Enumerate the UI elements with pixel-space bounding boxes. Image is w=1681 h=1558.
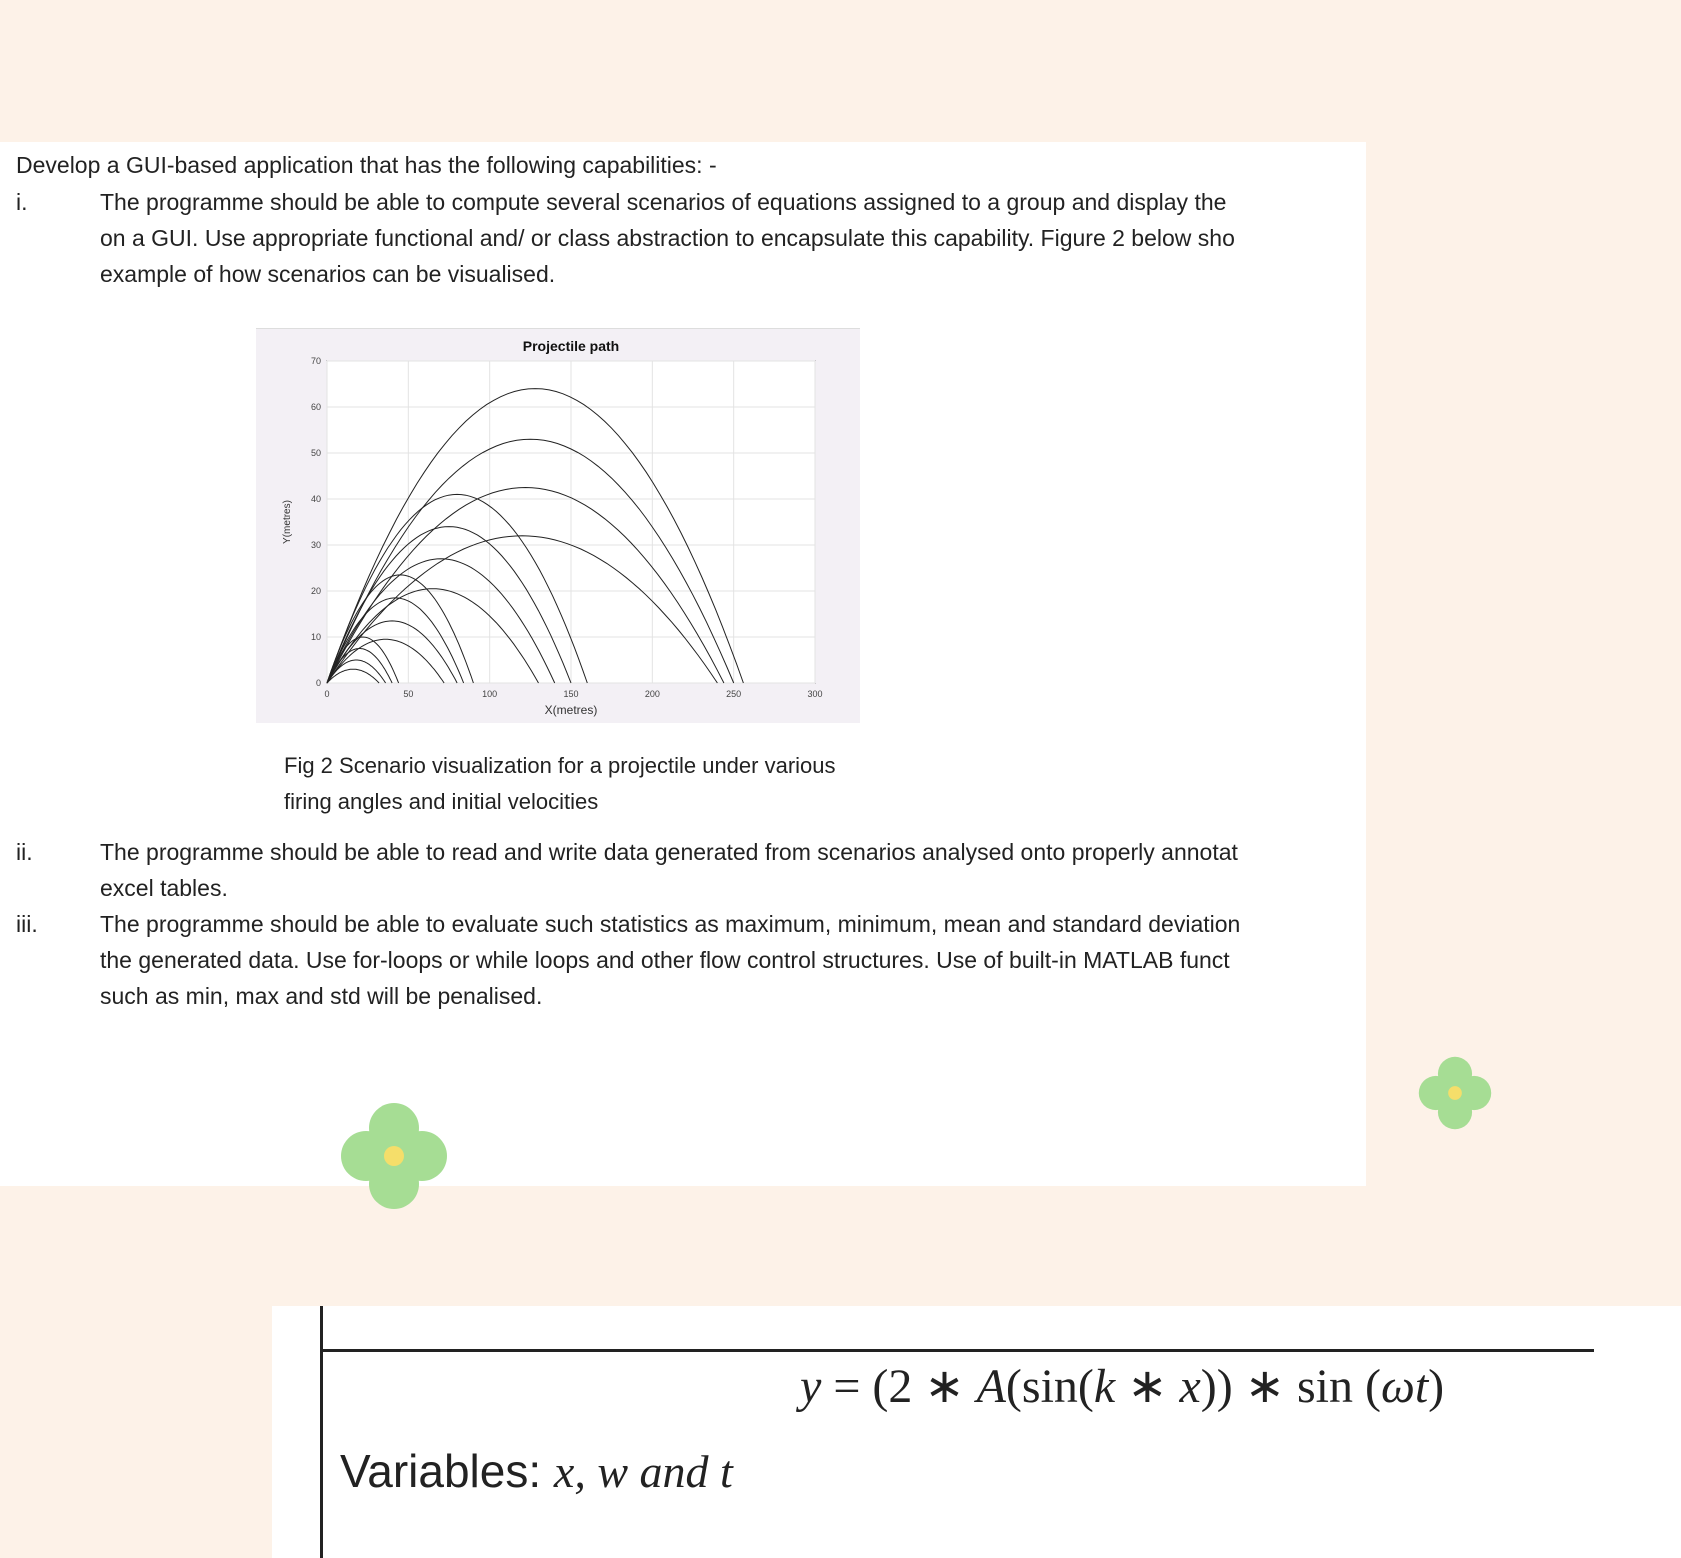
x-tick-label: 100 (482, 689, 498, 699)
equation-part: ∗ (1115, 1360, 1180, 1413)
x-tick-label: 200 (644, 689, 660, 699)
x-axis-label: X(metres) (544, 703, 598, 717)
item-number: iii. (16, 911, 38, 937)
equation-divider-horizontal (320, 1349, 1594, 1352)
caption-line: Fig 2 Scenario visualization for a projectile under various (284, 753, 836, 778)
y-tick-label: 30 (310, 540, 321, 550)
document-page (0, 142, 1366, 1186)
equation-x: x (1179, 1360, 1201, 1413)
item-line: on a GUI. Use appropriate functional and/ or class abstraction to encapsulate this capability. Figure 2 below sho (100, 225, 1235, 251)
projectile-chart (256, 329, 860, 723)
equation-lhs: y (800, 1360, 822, 1413)
item-number: i. (16, 189, 28, 215)
flower-icon (334, 1096, 454, 1216)
y-tick-label: 10 (310, 632, 321, 642)
item-line: The programme should be able to evaluate such statistics as maximum, minimum, mean and standard deviation (100, 911, 1241, 937)
equation (800, 1358, 1444, 1414)
intro-text: Develop a GUI-based application that has the following capabilities: - (16, 152, 717, 178)
y-tick-label: 70 (310, 356, 321, 366)
equation-part: ) (1428, 1360, 1445, 1413)
item-line: excel tables. (100, 875, 228, 901)
x-tick-label: 150 (563, 689, 579, 699)
equation-part: )) ∗ sin ( (1200, 1360, 1381, 1413)
x-tick-label: 250 (726, 689, 742, 699)
y-tick-label: 0 (315, 678, 321, 688)
equation-omega-t: ωt (1380, 1360, 1429, 1413)
y-axis-label: Y(metres) (282, 500, 293, 544)
chart-title: Projectile path (522, 338, 620, 354)
x-tick-label: 0 (324, 689, 330, 699)
y-tick-label: 40 (310, 494, 321, 504)
y-tick-label: 20 (310, 586, 321, 596)
variables-line (340, 1444, 733, 1498)
item-number: ii. (16, 839, 33, 865)
y-tick-label: 50 (310, 448, 321, 458)
y-tick-label: 60 (310, 402, 321, 412)
equation-part: = (2 ∗ (821, 1360, 977, 1413)
variables-expression: x, w and t (553, 1446, 733, 1497)
equation-k: k (1093, 1360, 1116, 1413)
x-tick-label: 50 (403, 689, 414, 699)
item-line: The programme should be able to read and write data generated from scenarios analysed onto properly annotat (100, 839, 1238, 865)
item-line: such as min, max and std will be penalised. (100, 983, 543, 1009)
x-tick-label: 300 (807, 689, 823, 699)
variables-label: Variables: (340, 1445, 554, 1497)
equation-panel (272, 1306, 1681, 1558)
equation-amplitude: A (976, 1360, 1006, 1413)
equation-divider-vertical (320, 1306, 323, 1558)
caption-line: firing angles and initial velocities (284, 789, 599, 814)
item-line: the generated data. Use for-loops or while loops and other flow control structures. Use of built-in MATLAB funct (100, 947, 1230, 973)
figure-caption (284, 748, 836, 820)
projectile-figure (256, 328, 860, 723)
item-line: example of how scenarios can be visualised. (100, 261, 556, 287)
flower-icon (1414, 1052, 1496, 1134)
equation-part: (sin( (1005, 1360, 1094, 1413)
item-line: The programme should be able to compute several scenarios of equations assigned to a group and display the (100, 189, 1227, 215)
